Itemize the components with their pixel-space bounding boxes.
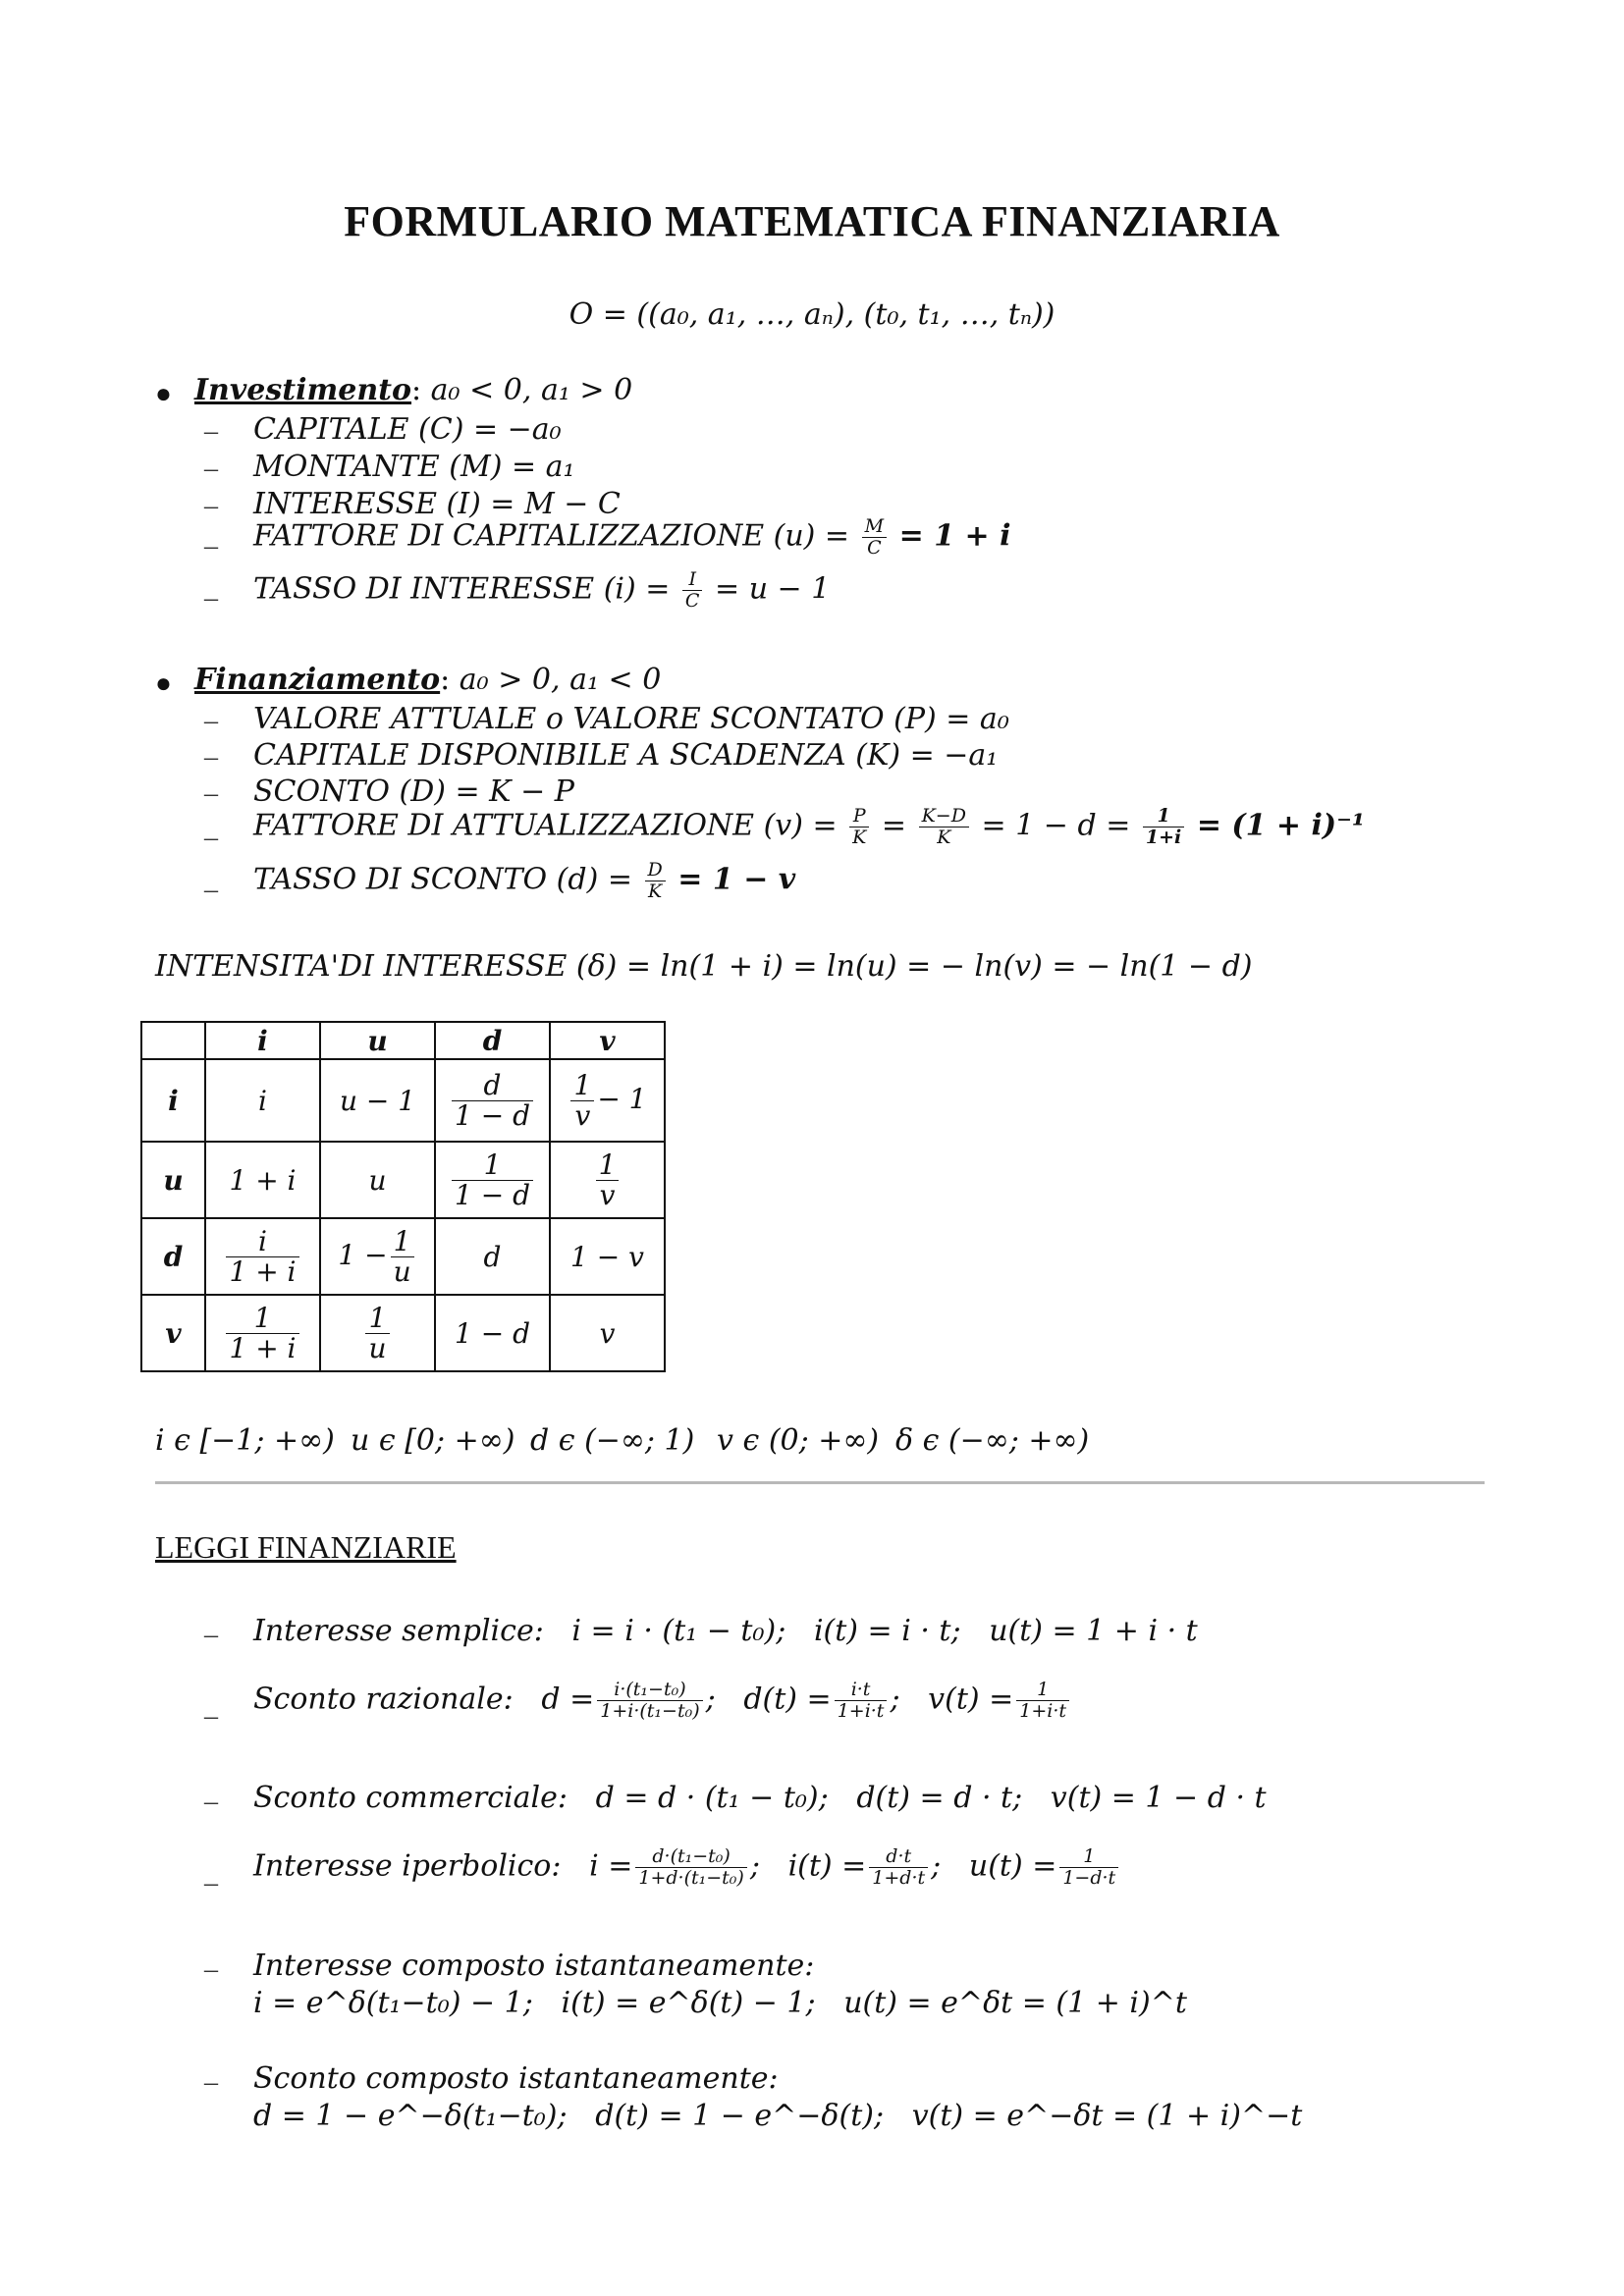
interesse-composto-label: Interesse composto istantaneamente: bbox=[253, 1949, 815, 1983]
law-label: Interesse semplice: bbox=[253, 1614, 544, 1648]
dash-icon: – bbox=[204, 1954, 218, 1985]
table-cell: $\frac{d}{1 - d}$ bbox=[435, 1059, 550, 1142]
fattore-capitalizzazione-formula: FATTORE DI CAPITALIZZAZIONE (u) = $\frac{M}{C}$ = 1 + i bbox=[253, 515, 1011, 559]
table-cell: $\frac{1}{1 + i}$ bbox=[205, 1295, 320, 1371]
table-row-label: v bbox=[141, 1295, 205, 1371]
interesse-composto-formulas: i = e^δ(t₁−t₀) − 1; i(t) = e^δ(t) − 1; u(t) = e^δt = (1 + i)^t bbox=[253, 1986, 1187, 2020]
sconto-razionale-line: Sconto razionale: d = $\frac{\text{i·(t₁−t₀)}}{\text{1+i·(t₁−t₀)}}$ ; d(t) = $\frac{i\cdot t}{1+i\cdot t}$ ; v(t) = $\frac{1}{1+i\cdot t}$ bbox=[253, 1680, 1072, 1722]
law-label: Interesse iperbolico: bbox=[253, 1848, 562, 1884]
table-row bbox=[141, 1142, 665, 1218]
table-cell: u bbox=[320, 1142, 435, 1218]
domain-d: d ϵ (−∞; 1) bbox=[530, 1423, 695, 1458]
table-cell: v bbox=[550, 1295, 665, 1371]
table-row-label: u bbox=[141, 1142, 205, 1218]
valore-attuale-formula: VALORE ATTUALE o VALORE SCONTATO (P) = a₀ bbox=[253, 702, 1009, 736]
law-label: Sconto commerciale: bbox=[253, 1781, 568, 1815]
bullet-icon: ● bbox=[155, 379, 172, 409]
table-cell: u − 1 bbox=[320, 1059, 435, 1142]
dash-icon: – bbox=[204, 875, 218, 905]
dash-icon: – bbox=[204, 491, 218, 521]
table-header-cell: d bbox=[435, 1022, 550, 1059]
table-header-cell: u bbox=[320, 1022, 435, 1059]
dash-icon: – bbox=[204, 454, 218, 484]
operation-formula: O = ((a₀, a₁, …, aₙ), (t₀, t₁, …, tₙ)) bbox=[568, 297, 1056, 332]
table-cell: 1 − v bbox=[550, 1218, 665, 1295]
law-label: Sconto razionale: bbox=[253, 1682, 514, 1717]
table-header-cell: i bbox=[205, 1022, 320, 1059]
montante-formula: MONTANTE (M) = a₁ bbox=[253, 450, 575, 484]
sconto-commerciale-line: Sconto commerciale: d = d · (t₁ − t₀); d(t) = d · t; v(t) = 1 − d · t bbox=[253, 1781, 1267, 1815]
finanziamento-condition: a₀ > 0, a₁ < 0 bbox=[459, 663, 662, 697]
dash-icon: – bbox=[204, 823, 218, 853]
sconto-composto-formulas: d = 1 − e^−δ(t₁−t₀); d(t) = 1 − e^−δ(t); v(t) = e^−δt = (1 + i)^−t bbox=[253, 2099, 1303, 2133]
dash-icon: – bbox=[204, 1787, 218, 1817]
capitale-disponibile-formula: CAPITALE DISPONIBILE A SCADENZA (K) = −a₁ bbox=[253, 738, 999, 773]
dash-icon: – bbox=[204, 2067, 218, 2098]
dash-icon: – bbox=[204, 531, 218, 561]
domain-u: u ϵ [0; +∞) bbox=[351, 1423, 515, 1458]
interesse-formula: INTERESSE (I) = M − C bbox=[253, 487, 621, 521]
interesse-semplice-line: Interesse semplice: i = i · (t₁ − t₀); i(t) = i · t; u(t) = 1 + i · t bbox=[253, 1614, 1198, 1648]
investimento-condition: a₀ < 0, a₁ > 0 bbox=[430, 373, 633, 407]
table-header-row bbox=[141, 1022, 665, 1059]
fattore-attualizzazione-formula: FATTORE DI ATTUALIZZAZIONE (v) = $\frac{P}{K}$ = $\frac{K-D}{K}$ = 1 − d = $\frac{1}{1+i}$ = (1 + i)⁻¹ bbox=[253, 805, 1366, 848]
table-cell: $\frac{i}{1 + i}$ bbox=[205, 1218, 320, 1295]
table-row bbox=[141, 1059, 665, 1142]
table-header-cell: v bbox=[550, 1022, 665, 1059]
finanziamento-heading: Finanziamento bbox=[194, 663, 441, 697]
table-cell: $\frac{1}{v}$ − 1 bbox=[550, 1059, 665, 1142]
sconto-composto-label: Sconto composto istantaneamente: bbox=[253, 2061, 779, 2096]
dash-icon: – bbox=[204, 706, 218, 736]
table-cell: $\frac{1}{v}$ bbox=[550, 1142, 665, 1218]
document-title: FORMULARIO MATEMATICA FINANZIARIA bbox=[344, 197, 1280, 245]
domain-i: i ϵ [−1; +∞) bbox=[155, 1423, 335, 1458]
dash-icon: – bbox=[204, 1620, 218, 1650]
dash-icon: – bbox=[204, 742, 218, 773]
interesse-iperbolico-line: Interesse iperbolico: i = $\frac{\text{d·(t₁−t₀)}}{\text{1+d·(t₁−t₀)}}$ ; i(t) = $\frac{d\cdot t}{1+d\cdot t}$ ; u(t) = $\frac{1}{1-d\cdot t}$ bbox=[253, 1846, 1121, 1889]
table-cell: $\frac{1}{1 - d}$ bbox=[435, 1142, 550, 1218]
table-cell: d bbox=[435, 1218, 550, 1295]
finanziamento-line: Finanziamento: a₀ > 0, a₁ < 0 bbox=[194, 663, 662, 697]
investimento-heading: Investimento bbox=[194, 373, 412, 407]
domain-v: v ϵ (0; +∞) bbox=[717, 1423, 880, 1458]
bullet-icon: ● bbox=[155, 668, 172, 699]
dash-icon: – bbox=[204, 1701, 218, 1732]
table-row-label: d bbox=[141, 1218, 205, 1295]
table-row-label: i bbox=[141, 1059, 205, 1142]
table-cell: 1 − d bbox=[435, 1295, 550, 1371]
dash-icon: – bbox=[204, 778, 218, 809]
capitale-formula: CAPITALE (C) = −a₀ bbox=[253, 412, 562, 447]
table-row bbox=[141, 1218, 665, 1295]
leggi-heading: LEGGI FINANZIARIE bbox=[155, 1529, 457, 1565]
section-divider bbox=[155, 1481, 1485, 1484]
table-cell: i bbox=[205, 1059, 320, 1142]
tasso-sconto-formula: TASSO DI SCONTO (d) = $\frac{D}{K}$ = 1 − v bbox=[253, 859, 796, 902]
dash-icon: – bbox=[204, 1868, 218, 1898]
table-cell: 1 − $\frac{1}{u}$ bbox=[320, 1218, 435, 1295]
table-row bbox=[141, 1295, 665, 1371]
table-cell: $\frac{1}{u}$ bbox=[320, 1295, 435, 1371]
tasso-interesse-formula: TASSO DI INTERESSE (i) = $\frac{I}{C}$ = u − 1 bbox=[253, 568, 831, 612]
table-cell: 1 + i bbox=[205, 1142, 320, 1218]
dash-icon: – bbox=[204, 583, 218, 614]
domain-delta: δ ϵ (−∞; +∞) bbox=[895, 1423, 1090, 1458]
conversion-table bbox=[140, 1021, 666, 1372]
intensita-formula: INTENSITA'DI INTERESSE (δ) = ln(1 + i) = ln(u) = − ln(v) = − ln(1 − d) bbox=[155, 949, 1253, 984]
investimento-line: Investimento: a₀ < 0, a₁ > 0 bbox=[194, 373, 633, 407]
dash-icon: – bbox=[204, 416, 218, 447]
sconto-formula: SCONTO (D) = K − P bbox=[253, 774, 574, 809]
